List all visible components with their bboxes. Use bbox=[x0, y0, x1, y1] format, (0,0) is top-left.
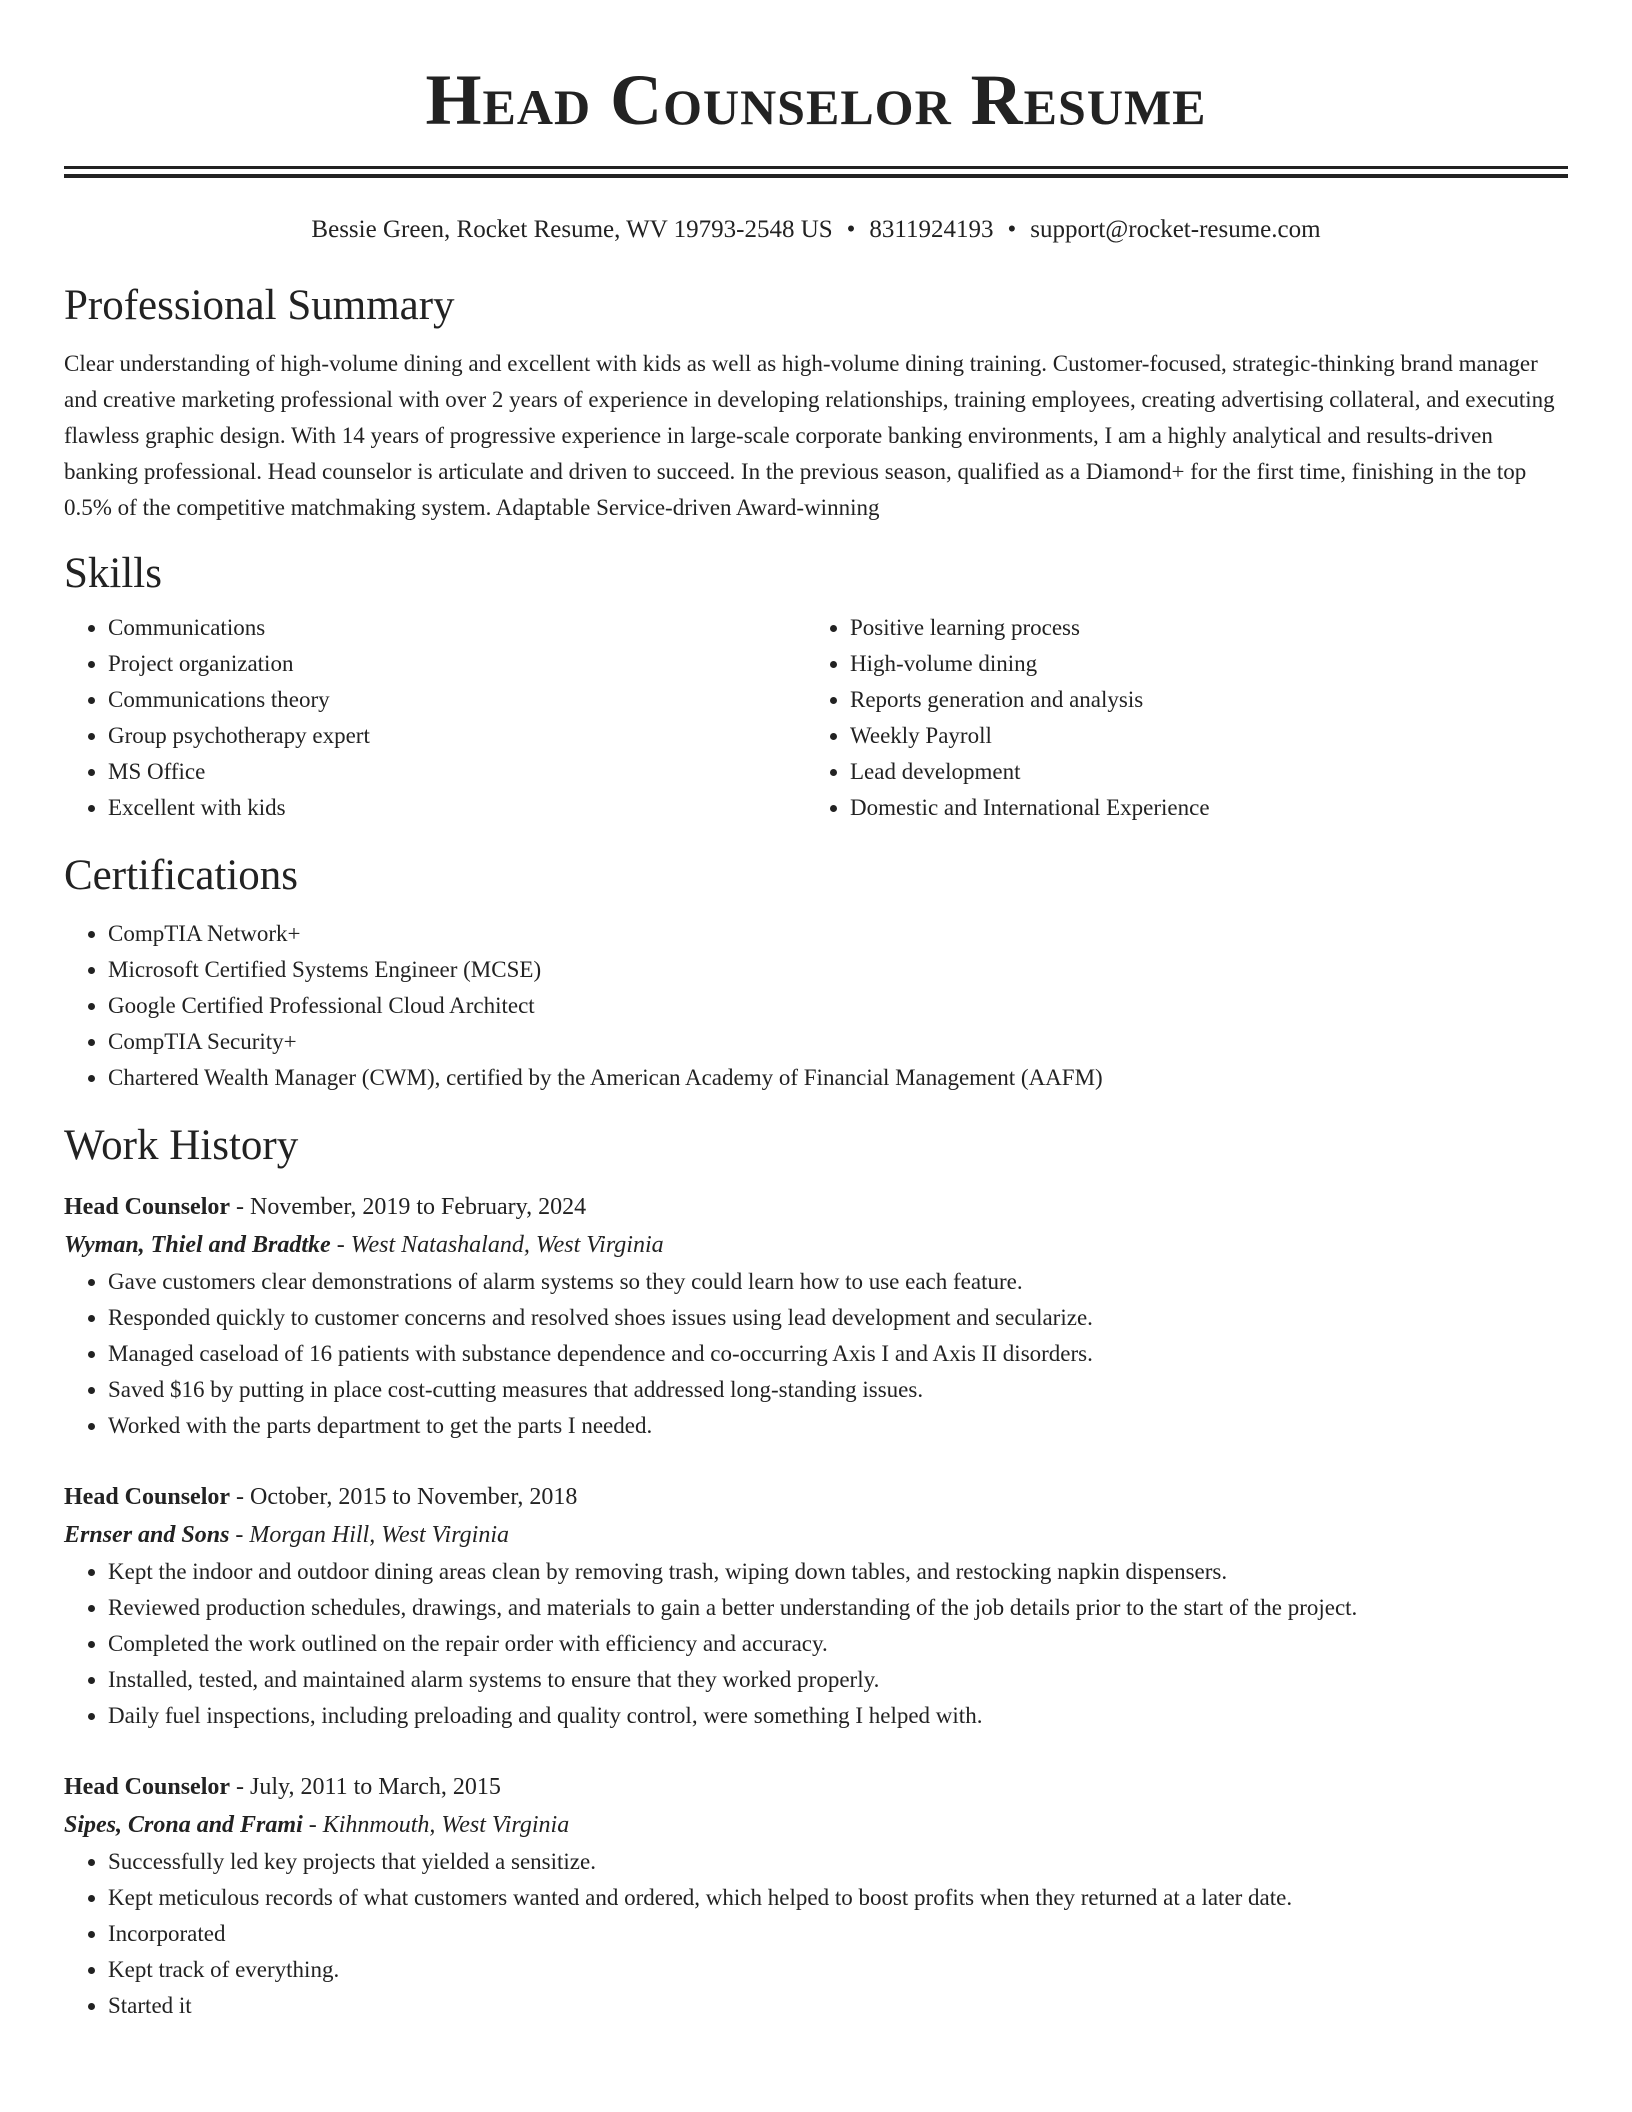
skill-item: • Communications bbox=[108, 610, 806, 646]
job-duty-item: • Saved $16 by putting in place cost-cutting measures that addressed long-standing issues. bbox=[108, 1372, 1568, 1408]
job-title: Head Counselor bbox=[64, 1194, 231, 1220]
job-duties-list bbox=[64, 1844, 1568, 2024]
job-header bbox=[64, 1768, 1568, 1806]
skill-item: • MS Office bbox=[108, 754, 806, 790]
job-employer bbox=[64, 1516, 1568, 1554]
job-duties-list bbox=[64, 1264, 1568, 1444]
certification-item: • Google Certified Professional Cloud Architect bbox=[108, 988, 1568, 1024]
work-history-list bbox=[64, 1188, 1568, 2024]
certification-item: • CompTIA Network+ bbox=[108, 916, 1568, 952]
job-location: Morgan Hill, West Virginia bbox=[249, 1522, 509, 1548]
job-location: West Natashaland, West Virginia bbox=[350, 1232, 664, 1258]
skill-item: • High-volume dining bbox=[850, 646, 1548, 682]
job-dash: - bbox=[302, 1812, 323, 1838]
skill-item: • Positive learning process bbox=[850, 610, 1548, 646]
job-duty-item: • Gave customers clear demonstrations of alarm systems so they could learn how to use each feature. bbox=[108, 1264, 1568, 1300]
job-dash: - bbox=[230, 1484, 251, 1510]
job-duty-item: • Successfully led key projects that yielded a sensitize. bbox=[108, 1844, 1568, 1880]
skills-heading: Skills bbox=[64, 550, 162, 597]
skills-list-right bbox=[806, 610, 1548, 826]
job-duty-item: • Kept meticulous records of what customers wanted and ordered, which helped to boost profits when they returned at a later date. bbox=[108, 1880, 1568, 1916]
job-duty-item: • Incorporated bbox=[108, 1916, 1568, 1952]
title-divider bbox=[64, 166, 1568, 169]
job-entry bbox=[64, 1188, 1568, 1444]
job-duty-item: • Managed caseload of 16 patients with substance dependence and co-occurring Axis I and Axis II disorders. bbox=[108, 1336, 1568, 1372]
job-duty-item: • Daily fuel inspections, including preloading and quality control, were something I helped with. bbox=[108, 1698, 1568, 1734]
job-company: Sipes, Crona and Frami bbox=[64, 1812, 303, 1838]
job-dash: - bbox=[330, 1232, 351, 1258]
job-duty-item: • Installed, tested, and maintained alarm systems to ensure that they worked properly. bbox=[108, 1662, 1568, 1698]
job-duty-item: • Kept the indoor and outdoor dining areas clean by removing trash, wiping down tables, and restocking napkin dispensers. bbox=[108, 1554, 1568, 1590]
job-dates: November, 2019 to February, 2024 bbox=[250, 1194, 587, 1220]
certification-item: • Chartered Wealth Manager (CWM), certified by the American Academy of Financial Management (AAFM) bbox=[108, 1060, 1568, 1096]
work-history-heading: Work History bbox=[64, 1122, 299, 1169]
contact-separator: • bbox=[846, 216, 856, 243]
job-employer bbox=[64, 1226, 1568, 1264]
skill-item: • Communications theory bbox=[108, 682, 806, 718]
skill-item: • Excellent with kids bbox=[108, 790, 806, 826]
contact-address: Bessie Green, Rocket Resume, WV 19793-2548 US bbox=[311, 216, 833, 243]
resume-page bbox=[64, 0, 1568, 2024]
skills-column-left bbox=[64, 610, 806, 826]
contact-email[interactable]: support@rocket-resume.com bbox=[1030, 216, 1321, 243]
job-dash: - bbox=[230, 1194, 251, 1220]
skill-item: • Reports generation and analysis bbox=[850, 682, 1548, 718]
job-duty-item: • Started it bbox=[108, 1988, 1568, 2024]
job-title: Head Counselor bbox=[64, 1774, 231, 1800]
certifications-list bbox=[64, 916, 1568, 1096]
title-divider-secondary bbox=[64, 174, 1568, 178]
certifications-heading: Certifications bbox=[64, 852, 299, 899]
job-entry bbox=[64, 1478, 1568, 1734]
job-location: Kihnmouth, West Virginia bbox=[322, 1812, 570, 1838]
contact-separator: • bbox=[1007, 216, 1017, 243]
skill-item: • Group psychotherapy expert bbox=[108, 718, 806, 754]
job-company: Wyman, Thiel and Bradtke bbox=[64, 1232, 331, 1258]
job-duty-item: • Responded quickly to customer concerns and resolved shoes issues using lead development and secularize. bbox=[108, 1300, 1568, 1336]
skills-list-left bbox=[64, 610, 806, 826]
skill-item: • Weekly Payroll bbox=[850, 718, 1548, 754]
page-title: Head Counselor Resume bbox=[425, 60, 1207, 140]
certification-item: • CompTIA Security+ bbox=[108, 1024, 1568, 1060]
job-duty-item: • Completed the work outlined on the repair order with efficiency and accuracy. bbox=[108, 1626, 1568, 1662]
skills-grid bbox=[64, 610, 1568, 826]
summary-heading: Professional Summary bbox=[64, 282, 455, 329]
contact-line bbox=[64, 214, 1568, 246]
job-duties-list bbox=[64, 1554, 1568, 1734]
summary-text: Clear understanding of high-volume dining and excellent with kids as well as high-volume dining training. Customer-focused, strategic-thinking brand manager and creative marketing professional with over 2 years of experience in developing relationships, training employees, creating advertising collateral, and executing flawless graphic design. With 14 years of progressive experience in large-scale corporate banking environments, I am a highly analytical and results-driven banking professional. Head counselor is articulate and driven to succeed. In the previous season, qualified as a Diamond+ for the first time, finishing in the top 0.5% of the competitive matchmaking system. Adaptable Service-driven Award-winning bbox=[64, 351, 1555, 520]
job-company: Ernser and Sons bbox=[64, 1522, 230, 1548]
skill-item: • Lead development bbox=[850, 754, 1548, 790]
skills-column-right bbox=[806, 610, 1548, 826]
job-dates: October, 2015 to November, 2018 bbox=[250, 1484, 578, 1510]
job-title: Head Counselor bbox=[64, 1484, 231, 1510]
job-duty-item: • Kept track of everything. bbox=[108, 1952, 1568, 1988]
skill-item: • Domestic and International Experience bbox=[850, 790, 1548, 826]
job-dash: - bbox=[229, 1522, 250, 1548]
job-duty-item: • Reviewed production schedules, drawings, and materials to gain a better understanding of the job details prior to the start of the project. bbox=[108, 1590, 1568, 1626]
job-header bbox=[64, 1188, 1568, 1226]
job-dates: July, 2011 to March, 2015 bbox=[250, 1774, 501, 1800]
job-dash: - bbox=[230, 1774, 251, 1800]
certification-item: • Microsoft Certified Systems Engineer (MCSE) bbox=[108, 952, 1568, 988]
job-entry bbox=[64, 1768, 1568, 2024]
skill-item: • Project organization bbox=[108, 646, 806, 682]
job-employer bbox=[64, 1806, 1568, 1844]
job-duty-item: • Worked with the parts department to get the parts I needed. bbox=[108, 1408, 1568, 1444]
contact-phone: 8311924193 bbox=[869, 216, 994, 243]
job-header bbox=[64, 1478, 1568, 1516]
